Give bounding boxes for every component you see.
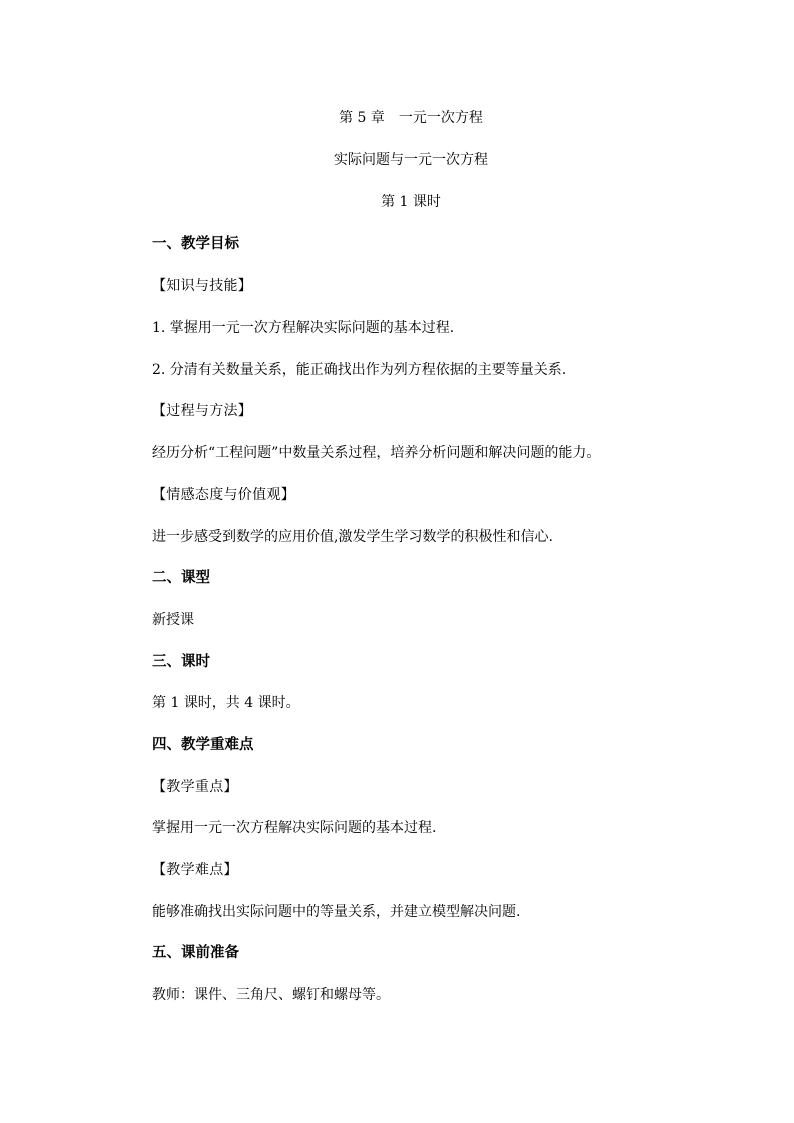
process-line: 经历分析“工程问题”中数量关系过程，培养分析问题和解决问题的能力。 <box>152 445 601 461</box>
heading-teaching-goals: 一、教学目标 <box>152 236 239 252</box>
difficult-point-line: 能够准确找出实际问题中的等量关系，并建立模型解决问题. <box>152 904 521 920</box>
label-knowledge-skills: 【知识与技能】 <box>152 278 253 294</box>
lesson-title: 第 1 课时 <box>381 194 441 210</box>
heading-class-hours: 三、课时 <box>152 654 210 670</box>
attitude-line: 进一步感受到数学的应用价值,激发学生学习数学的积极性和信心. <box>152 529 553 545</box>
label-process-method: 【过程与方法】 <box>152 403 253 419</box>
heading-key-difficult-points: 四、教学重难点 <box>152 737 254 753</box>
heading-preparation: 五、课前准备 <box>152 945 239 961</box>
lesson-type-line: 新授课 <box>152 612 194 628</box>
label-attitude-values: 【情感态度与价值观】 <box>152 487 295 503</box>
goal-line-1: 1. 掌握用一元一次方程解决实际问题的基本过程. <box>152 320 455 336</box>
heading-lesson-type: 二、课型 <box>152 570 210 586</box>
class-hours-line: 第 1 课时，共 4 课时。 <box>152 695 300 711</box>
key-point-line: 掌握用一元一次方程解决实际问题的基本过程. <box>152 820 437 836</box>
preparation-line: 教师：课件、三角尺、螺钉和螺母等。 <box>152 987 390 1003</box>
label-difficult-point: 【教学难点】 <box>152 862 238 878</box>
chapter-title: 第 5 章 一元一次方程 <box>339 110 483 126</box>
label-key-point: 【教学重点】 <box>152 779 238 795</box>
goal-line-2: 2. 分清有关数量关系，能正确找出作为列方程依据的主要等量关系. <box>152 362 567 378</box>
section-title: 实际问题与一元一次方程 <box>334 152 488 168</box>
